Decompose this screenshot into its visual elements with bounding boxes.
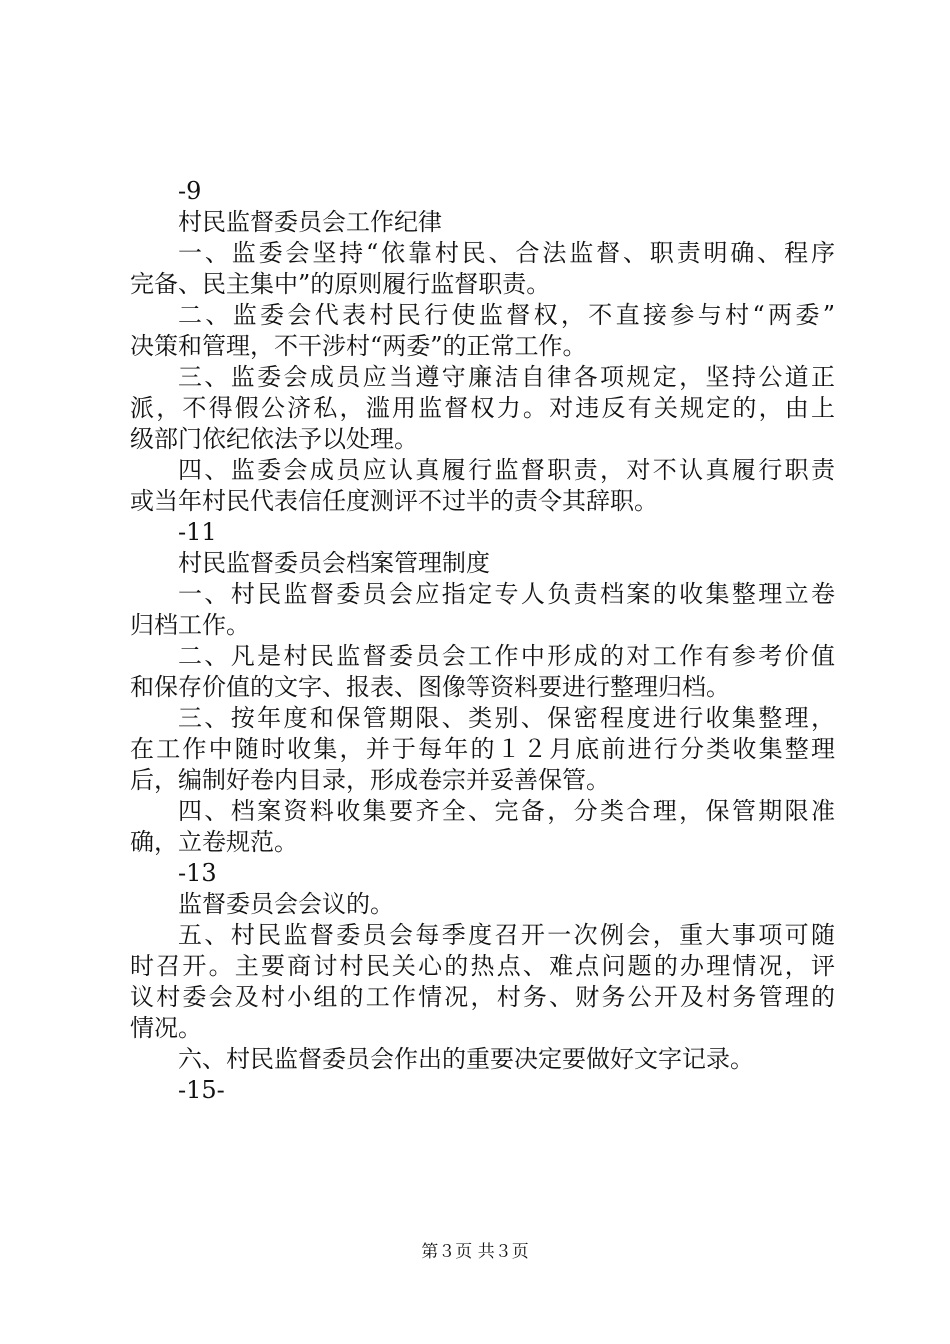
text-line: 后，编制好卷内目录，形成卷宗并妥善保管。 xyxy=(130,766,610,794)
text-line: 和保存价值的文字、报表、图像等资料要进行整理归档。 xyxy=(130,673,730,701)
text-line: 时召开。主要商讨村民关心的热点、难点问题的办理情况，评 xyxy=(130,952,835,980)
text-line: 情况。 xyxy=(130,1014,202,1042)
text-line: 四、监委会成员应认真履行监督职责，对不认真履行职责 xyxy=(178,456,835,484)
text-line: 决策和管理，不干涉村“两委”的正常工作。 xyxy=(130,332,587,360)
text-line: -11 xyxy=(178,518,217,546)
text-line: 完备、民主集中”的原则履行监督职责。 xyxy=(130,270,551,298)
text-line: 归档工作。 xyxy=(130,611,250,639)
text-line: -13 xyxy=(178,859,217,887)
text-line: 一、监委会坚持“依靠村民、合法监督、职责明确、程序 xyxy=(178,239,835,267)
text-line: 在工作中随时收集，并于每年的１２月底前进行分类收集整理 xyxy=(130,735,835,763)
text-line: 或当年村民代表信任度测评不过半的责令其辞职。 xyxy=(130,487,658,515)
text-line: 派，不得假公济私，滥用监督权力。对违反有关规定的，由上 xyxy=(130,394,835,422)
text-line: 三、按年度和保管期限、类别、保密程度进行收集整理， xyxy=(178,704,835,732)
text-line: 三、监委会成员应当遵守廉洁自律各项规定，坚持公道正 xyxy=(178,363,835,391)
text-line: -9 xyxy=(178,177,202,205)
text-line: 村民监督委员会工作纪律 xyxy=(178,208,442,236)
text-line: -15- xyxy=(178,1076,225,1104)
text-line: 监督委员会会议的。 xyxy=(178,890,394,918)
text-line: 六、村民监督委员会作出的重要决定要做好文字记录。 xyxy=(178,1045,754,1073)
text-line: 四、档案资料收集要齐全、完备，分类合理，保管期限准 xyxy=(178,797,835,825)
text-line: 五、村民监督委员会每季度召开一次例会，重大事项可随 xyxy=(178,921,835,949)
page-footer: 第３页 共３页 xyxy=(421,1242,529,1262)
text-line: 村民监督委员会档案管理制度 xyxy=(178,549,490,577)
text-line: 级部门依纪依法予以处理。 xyxy=(130,425,418,453)
document-body xyxy=(130,176,835,1106)
text-line: 确，立卷规范。 xyxy=(130,828,298,856)
text-line: 一、村民监督委员会应指定专人负责档案的收集整理立卷 xyxy=(178,580,835,608)
text-line: 二、监委会代表村民行使监督权，不直接参与村“两委” xyxy=(178,301,835,329)
text-line: 二、凡是村民监督委员会工作中形成的对工作有参考价值 xyxy=(178,642,835,670)
text-line: 议村委会及村小组的工作情况，村务、财务公开及村务管理的 xyxy=(130,983,835,1011)
